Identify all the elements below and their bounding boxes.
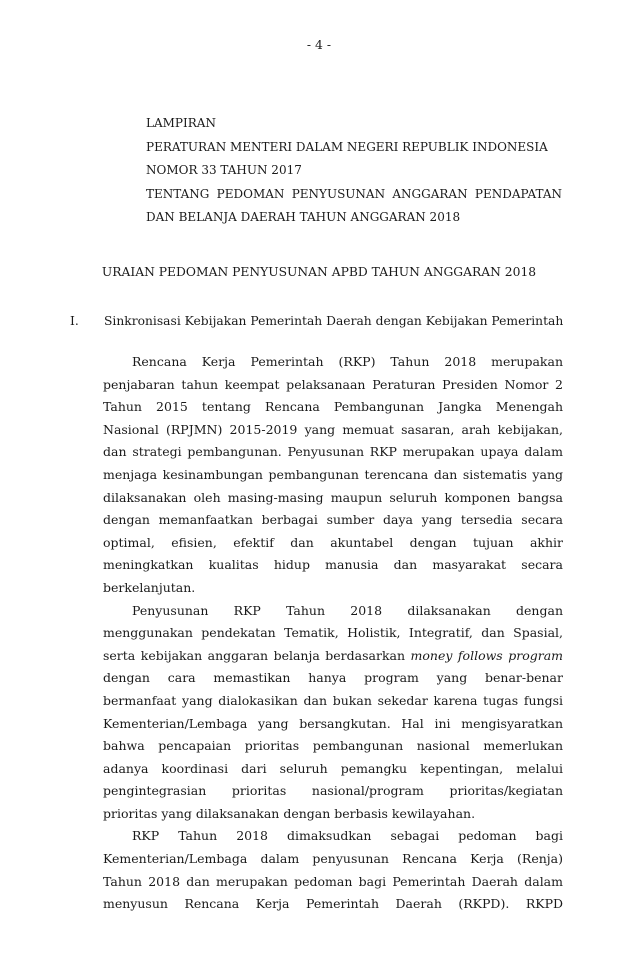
paragraph-2-text: serta kebijakan anggaran belanja berdasarkan [103,647,411,663]
paragraph-1-line: menjaga kesinambungan pembangunan terencana dan sistematis yang [103,466,563,482]
paragraph-2-line: menggunakan pendekatan Tematik, Holistik, Integratif, dan Spasial, [103,625,563,641]
paragraph-1-line: dan strategi pembangunan. Penyusunan RKP merupakan upaya dalam [103,444,563,460]
lampiran-block [146,112,562,230]
regulation-number: NOMOR 33 TAHUN 2017 [146,163,302,177]
paragraph-1-line: berkelanjutan. [103,579,196,595]
body-text [103,351,563,916]
paragraph-2-line: Kementerian/Lembaga yang bersangkutan. Hal ini mengisyaratkan [103,715,563,731]
paragraph-2-line: pengintegrasian prioritas nasional/program prioritas/kegiatan [103,783,563,799]
regulation-subject-line-1: TENTANG PEDOMAN PENYUSUNAN ANGGARAN PENDAPATAN [146,186,562,201]
lampiran-label: LAMPIRAN [146,116,216,130]
paragraph-1-line: Rencana Kerja Pemerintah (RKP) Tahun 2018 merupakan [132,354,563,369]
section-title: Sinkronisasi Kebijakan Pemerintah Daerah dengan Kebijakan Pemerintah [104,314,564,328]
paragraph-2-line: Penyusunan RKP Tahun 2018 dilaksanakan dengan [132,602,563,618]
section-number: I. [70,314,79,328]
paragraph-2-line: prioritas yang dilaksanakan dengan berbasis kewilayahan. [103,805,476,821]
paragraph-2-line: bahwa pencapaian prioritas pembangunan nasional memerlukan [103,738,563,754]
paragraph-1-line: optimal, efisien, efektif dan akuntabel dengan tujuan akhir [103,534,563,550]
paragraph-2-line-with-emphasis [103,645,563,668]
paragraph-3-line: RKP Tahun 2018 dimaksudkan sebagai pedoman bagi [132,828,563,844]
paragraph-1-line: Tahun 2015 tentang Rencana Pembangunan Jangka Menengah [103,399,563,415]
paragraph-2-line: bermanfaat yang dialokasikan dan bukan sekedar karena tugas fungsi [103,692,563,708]
paragraph-1-line: penjabaran tahun keempat pelaksanaan Peraturan Presiden Nomor 2 [103,376,563,392]
paragraph-2-line: adanya koordinasi dari seluruh pemangku kepentingan, melalui [103,760,563,776]
paragraph-3-line: menyusun Rencana Kerja Pemerintah Daerah (RKPD). RKPD [103,896,563,912]
paragraph-2-line: dengan cara memastikan hanya program yang benar-benar [103,670,563,686]
paragraph-1-line: meningkatkan kualitas hidup manusia dan masyarakat secara [103,557,563,573]
regulation-title: PERATURAN MENTERI DALAM NEGERI REPUBLIK INDONESIA [146,139,548,154]
page-number: - 4 - [306,37,332,52]
paragraph-1-line: dengan memanfaatkan berbagai sumber daya yang tersedia secara [103,512,563,528]
paragraph-3-line: Kementerian/Lembaga dalam penyusunan Rencana Kerja (Renja) [103,851,563,867]
paragraph-3-line: Tahun 2018 dan merupakan pedoman bagi Pemerintah Daerah dalam [103,873,563,889]
document-heading: URAIAN PEDOMAN PENYUSUNAN APBD TAHUN ANGGARAN 2018 [101,265,537,279]
regulation-subject-line-2: DAN BELANJA DAERAH TAHUN ANGGARAN 2018 [146,210,461,224]
paragraph-1-line: dilaksanakan oleh masing-masing maupun seluruh komponen bangsa [103,489,563,505]
paragraph-1-line: Nasional (RPJMN) 2015-2019 yang memuat sasaran, arah kebijakan, [103,421,563,437]
emphasis-money-follows-program: money follows program [410,647,563,663]
